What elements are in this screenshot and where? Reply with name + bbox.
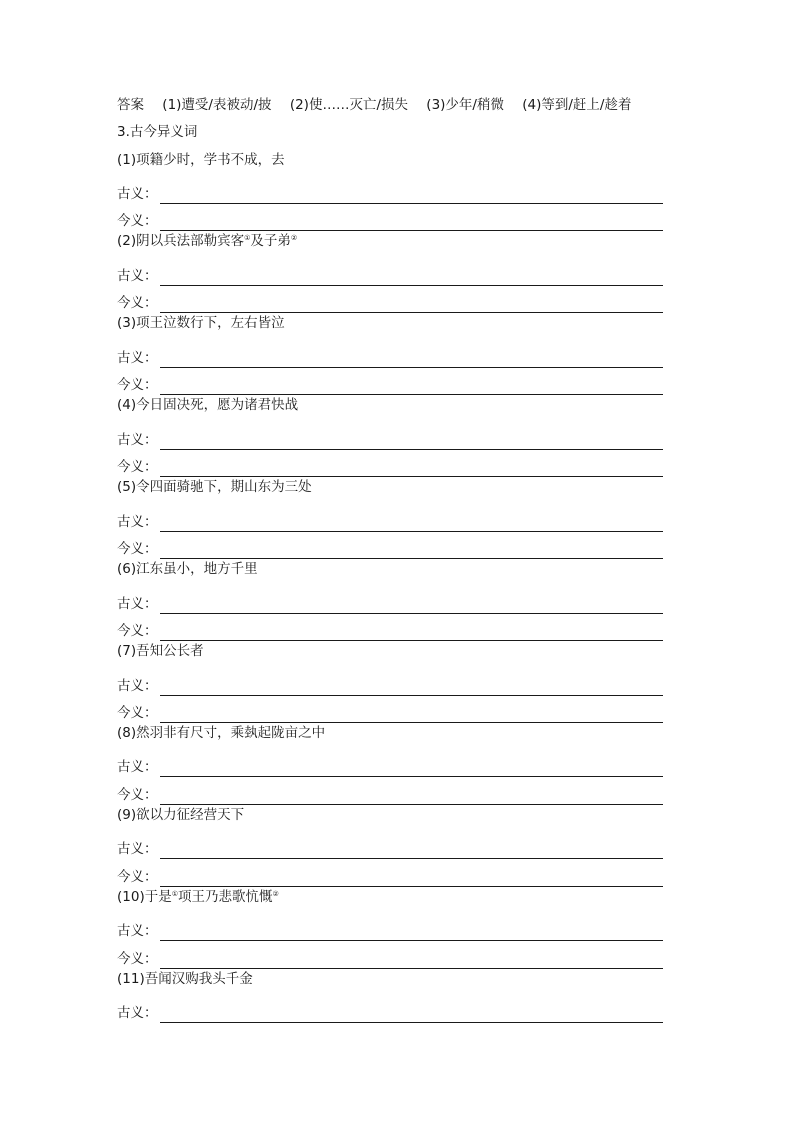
modern-meaning-row-6	[117, 614, 663, 641]
question-text: 及子弟	[250, 233, 291, 250]
modern-answer-blank[interactable]	[160, 787, 664, 805]
modern-answer-blank[interactable]	[160, 705, 664, 723]
modern-meaning-row-5	[117, 532, 663, 559]
ancient-meaning-row-7	[117, 668, 663, 695]
modern-meaning-row-4	[117, 450, 663, 477]
modern-meaning-row-7	[117, 696, 663, 723]
modern-label: 今义：	[117, 786, 158, 803]
question-text: (10)于是	[117, 888, 172, 905]
ancient-answer-blank[interactable]	[160, 432, 664, 450]
modern-label: 今义：	[117, 868, 158, 885]
modern-label: 今义：	[117, 541, 158, 558]
question-item-9: (9)欲以力征经营天下	[117, 806, 245, 823]
modern-label: 今义：	[117, 622, 158, 639]
section-title: 3.古今异义词	[117, 124, 198, 141]
ancient-meaning-row-3	[117, 341, 663, 368]
ancient-meaning-row-10	[117, 914, 663, 941]
ancient-label: 古义：	[117, 1005, 158, 1022]
question-item-2	[117, 231, 663, 258]
question-item-5: (5)令四面骑驰下，期山东为三处	[117, 479, 312, 496]
ancient-answer-blank[interactable]	[160, 350, 664, 368]
ancient-meaning-row-11	[117, 996, 663, 1023]
ancient-answer-blank[interactable]	[160, 1005, 664, 1023]
ancient-label: 古义：	[117, 268, 158, 285]
modern-meaning-row-3	[117, 368, 663, 395]
modern-label: 今义：	[117, 704, 158, 721]
ancient-label: 古义：	[117, 349, 158, 366]
question-item-3: (3)项王泣数行下，左右皆泣	[117, 315, 285, 332]
modern-label: 今义：	[117, 950, 158, 967]
ancient-label: 古义：	[117, 677, 158, 694]
question-item-4: (4)今日固决死，愿为诸君快战	[117, 397, 299, 414]
answer-label: 答案	[117, 97, 144, 113]
footnote-mark: ①	[244, 234, 251, 243]
ancient-label: 古义：	[117, 431, 158, 448]
modern-label: 今义：	[117, 295, 158, 312]
ancient-answer-blank[interactable]	[160, 759, 664, 777]
question-item-6: (6)江东虽小，地方千里	[117, 561, 258, 578]
footnote-mark: ②	[272, 889, 279, 898]
modern-label: 今义：	[117, 213, 158, 230]
modern-answer-blank[interactable]	[160, 951, 664, 969]
modern-answer-blank[interactable]	[160, 213, 664, 231]
footnote-mark: ②	[290, 234, 298, 243]
modern-answer-blank[interactable]	[160, 869, 664, 887]
question-item-1: (1)项籍少时，学书不成，去	[117, 151, 285, 168]
ancient-label: 古义：	[117, 595, 158, 612]
modern-label: 今义：	[117, 377, 158, 394]
question-text: (2)阴以兵法部勒宾客	[117, 233, 245, 250]
modern-answer-blank[interactable]	[160, 623, 664, 641]
modern-meaning-row-2	[117, 286, 663, 313]
answer-part-4: (4)等到/赶上/趁着	[522, 97, 632, 113]
ancient-meaning-row-9	[117, 832, 663, 859]
modern-meaning-row-1	[117, 204, 663, 231]
modern-label: 今义：	[117, 459, 158, 476]
ancient-answer-blank[interactable]	[160, 923, 664, 941]
ancient-label: 古义：	[117, 759, 158, 776]
question-item-7: (7)吾知公长者	[117, 642, 204, 659]
ancient-answer-blank[interactable]	[160, 678, 664, 696]
ancient-label: 古义：	[117, 923, 158, 940]
ancient-answer-blank[interactable]	[160, 268, 664, 286]
ancient-answer-blank[interactable]	[160, 596, 664, 614]
ancient-meaning-row-6	[117, 586, 663, 613]
worksheet-page	[117, 95, 663, 1023]
question-item-11: (11)吾闻汉购我头千金	[117, 970, 253, 987]
answer-part-3: (3)少年/稍微	[426, 97, 504, 113]
modern-answer-blank[interactable]	[160, 459, 664, 477]
ancient-meaning-row-8	[117, 750, 663, 777]
answer-line	[117, 95, 663, 122]
ancient-meaning-row-2	[117, 259, 663, 286]
question-item-10	[117, 887, 663, 914]
ancient-answer-blank[interactable]	[160, 514, 664, 532]
ancient-answer-blank[interactable]	[160, 841, 664, 859]
modern-meaning-row-8	[117, 777, 663, 804]
modern-meaning-row-10	[117, 941, 663, 968]
modern-meaning-row-9	[117, 859, 663, 886]
ancient-meaning-row-1	[117, 177, 663, 204]
ancient-meaning-row-4	[117, 423, 663, 450]
ancient-answer-blank[interactable]	[160, 186, 664, 204]
question-item-8: (8)然羽非有尺寸，乘埶起陇亩之中	[117, 724, 326, 741]
ancient-meaning-row-5	[117, 504, 663, 531]
ancient-label: 古义：	[117, 841, 158, 858]
modern-answer-blank[interactable]	[160, 541, 664, 559]
ancient-label: 古义：	[117, 186, 158, 203]
answer-part-1: (1)遭受/表被动/披	[162, 97, 272, 113]
footnote-mark: ①	[171, 889, 178, 898]
modern-answer-blank[interactable]	[160, 295, 664, 313]
ancient-label: 古义：	[117, 513, 158, 530]
modern-answer-blank[interactable]	[160, 377, 664, 395]
question-text: 项王乃悲歌忼慨	[178, 888, 273, 905]
answer-part-2: (2)使……灭亡/损失	[289, 97, 408, 113]
